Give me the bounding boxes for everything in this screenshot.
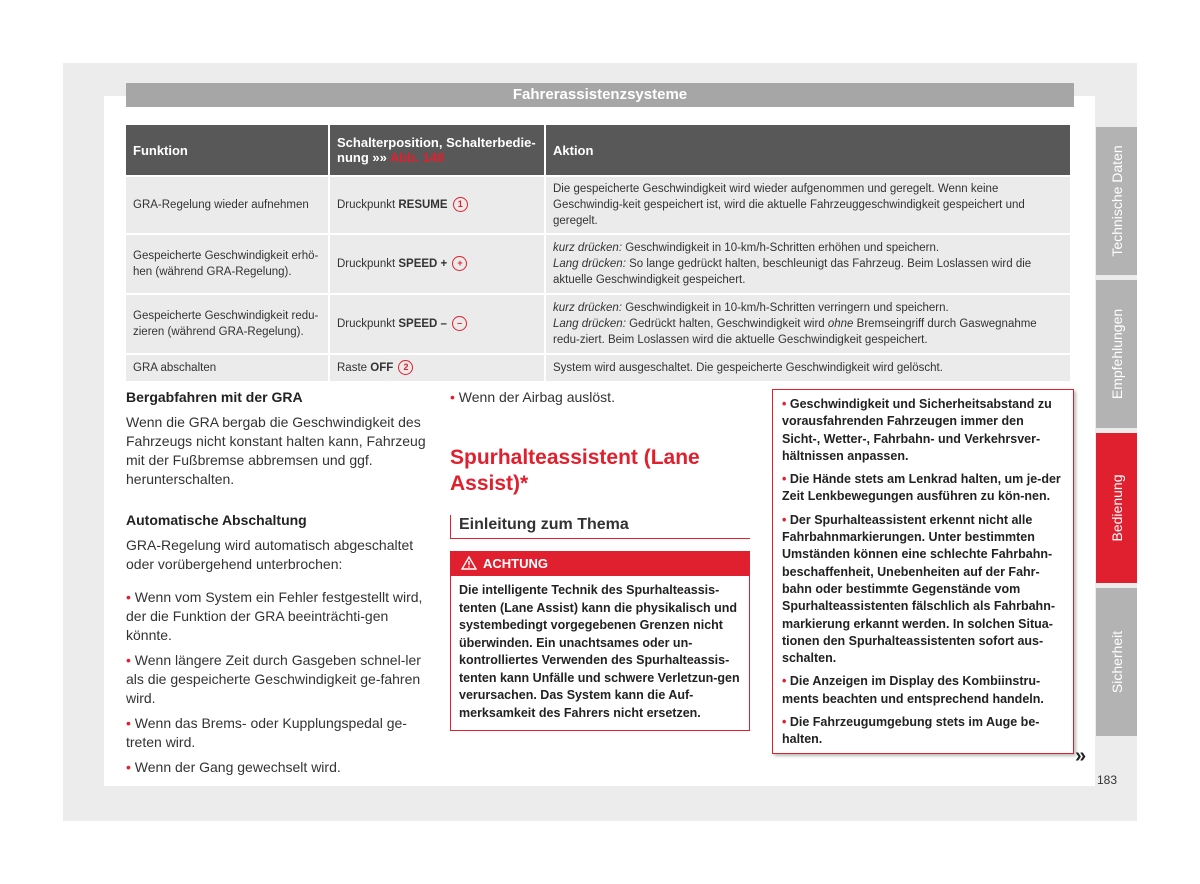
table-row [126, 355, 1070, 381]
warning-list-box [772, 389, 1074, 754]
left-column [126, 388, 426, 783]
page-number: 183 [1097, 773, 1118, 787]
right-column [772, 389, 1074, 754]
cell-funktion: Gespeicherte Geschwindigkeit erhö-hen (während GRA-Regelung). [126, 235, 328, 293]
ref-arrows: »» [372, 150, 387, 165]
figure-link[interactable]: Abb. 148 [390, 150, 445, 165]
table-row [126, 177, 1070, 233]
section-title: Spurhalteassistent (Lane Assist)* [450, 446, 700, 495]
bullet-icon: • [126, 715, 131, 731]
cell-funktion: Gespeicherte Geschwindigkeit redu-zieren (während GRA-Regelung). [126, 295, 328, 353]
warning-header [451, 552, 749, 576]
middle-column [450, 388, 750, 731]
col-header-schalter: Schalterposition, Schalterbedie-nung »» Abb. 148 [330, 125, 544, 175]
cell-aktion: kurz drücken: Geschwindigkeit in 10-km/h-Schritten verringern und speichern. Lang drücken: Gedrückt halten, Geschwindigkeit wird ohne Bremseingriff durch Gaswegnahme redu-ziert. Beim Loslassen wird die aktuelle Geschwindigkeit gespeichert. [546, 295, 1070, 353]
warning-text: Die intelligente Technik des Spurhalteassis-tenten (Lane Assist) kann die physikalisch und systembedingt vorgegebenen Grenzen nicht überwinden. Ein unachtsames oder un-kontrolliertes Verwenden des Spurhalteassis-tenten kann Unfälle und schwere Verletzun-gen verursachen. Das System kann die Auf-merksamkeit des Fahrers nicht ersetzen. [459, 583, 740, 720]
paragraph: Wenn die GRA bergab die Geschwindigkeit des Fahrzeugs nicht konstant halten kann, Fahrzeug mit der Fußbremse abbremsen und ggf. herunterschalten. [126, 414, 426, 487]
list-item: • Der Spurhalteassistent erkennt nicht alle Fahrbahnmarkierungen. Unter bestimmten Umständen können eine schlechte Fahrbahn-beschaffenheit, Unebenheiten auf der Fahr-bahn oder bestimmte Gegenstände vom Spurhalteassistenten fälschlich als Fahrbahn-markierung erkannt werden. In solchen Situa-tionen den Spurhalteassistenten sofort aus-schalten. [782, 512, 1055, 666]
bullet-icon: • [126, 759, 131, 775]
cell-funktion: GRA-Regelung wieder aufnehmen [126, 177, 328, 233]
cell-schalter: Druckpunkt SPEED – – [330, 295, 544, 353]
tab-empfehlungen[interactable]: Empfehlungen [1096, 280, 1137, 428]
list-item: • Wenn längere Zeit durch Gasgeben schnel-ler als die gespeicherte Geschwindigkeit ge-fahren wird. [126, 652, 421, 706]
warning-box [450, 551, 750, 731]
list-item: • Wenn vom System ein Fehler festgestellt wird, der die Funktion der GRA beeinträchti-gen könnte. [126, 589, 423, 643]
circle-number-icon: 1 [453, 197, 468, 212]
minus-circle-icon: – [452, 316, 467, 331]
bullet-icon: • [782, 674, 787, 689]
tab-technische-daten[interactable]: Technische Daten [1096, 127, 1137, 275]
list-item: • Die Anzeigen im Display des Kombiinstru-ments beachten und entsprechend handeln. [782, 674, 1044, 706]
bullet-icon: • [782, 512, 787, 527]
list-item: • Die Hände stets am Lenkrad halten, um je-der Zeit Lenkbewegungen ausführen zu kön-nen. [782, 472, 1061, 504]
warning-title: ACHTUNG [483, 556, 548, 571]
function-table [124, 123, 1072, 383]
list-item: • Geschwindigkeit und Sicherheitsabstand zu vorausfahrenden Fahrzeugen immer den Sicht-, Wetter-, Fahrbahn- und Verkehrsver-hältnissen anpassen. [782, 397, 1052, 463]
list-item: • Wenn der Airbag auslöst. [450, 389, 615, 405]
cell-schalter: Druckpunkt RESUME 1 [330, 177, 544, 233]
list-item: • Wenn der Gang gewechselt wird. [126, 759, 341, 775]
subheading-abschaltung: Automatische Abschaltung [126, 512, 307, 528]
list-item: • Wenn das Brems- oder Kupplungspedal ge-treten wird. [126, 715, 407, 750]
col-header-aktion: Aktion [546, 125, 1070, 175]
intro-heading: Einleitung zum Thema [450, 515, 750, 539]
bullet-icon: • [126, 589, 131, 605]
circle-number-icon: 2 [398, 360, 413, 375]
bullet-icon: • [782, 397, 787, 411]
list-item: • Die Fahrzeugumgebung stets im Auge be-halten. [782, 715, 1040, 747]
chapter-header: Fahrerassistenzsysteme [126, 83, 1074, 107]
bullet-icon: • [126, 652, 131, 668]
bullet-icon: • [782, 715, 787, 730]
bullet-icon: • [450, 389, 455, 405]
plus-circle-icon: + [452, 256, 467, 271]
tab-sicherheit[interactable]: Sicherheit [1096, 588, 1137, 736]
table-row [126, 235, 1070, 293]
cell-schalter: Raste OFF 2 [330, 355, 544, 381]
continue-mark: » [1075, 745, 1087, 767]
table-header-row [126, 125, 1070, 175]
cell-aktion: kurz drücken: Geschwindigkeit in 10-km/h-Schritten erhöhen und speichern. Lang drücken: So lange gedrückt halten, beschleunigt das Fahrzeug. Beim Loslassen wird die aktuelle Geschwindigkeit gespeichert. [546, 235, 1070, 293]
cell-aktion: System wird ausgeschaltet. Die gespeicherte Geschwindigkeit wird gelöscht. [546, 355, 1070, 381]
cell-aktion: Die gespeicherte Geschwindigkeit wird wieder aufgenommen und geregelt. Wenn keine Geschwindig-keit gespeichert ist, wird die aktuelle Fahrzeuggeschwindigkeit gespeichert und geregelt. [546, 177, 1070, 233]
warning-triangle-icon [461, 556, 477, 570]
col-header-funktion: Funktion [126, 125, 328, 175]
table-row [126, 295, 1070, 353]
paragraph: GRA-Regelung wird automatisch abgeschaltet oder vorübergehend unterbrochen: [126, 537, 414, 572]
bullet-icon: • [782, 472, 787, 487]
cell-funktion: GRA abschalten [126, 355, 328, 381]
subheading-bergabfahren: Bergabfahren mit der GRA [126, 389, 303, 405]
tab-bedienung[interactable]: Bedienung [1096, 433, 1137, 583]
cell-schalter: Druckpunkt SPEED + + [330, 235, 544, 293]
